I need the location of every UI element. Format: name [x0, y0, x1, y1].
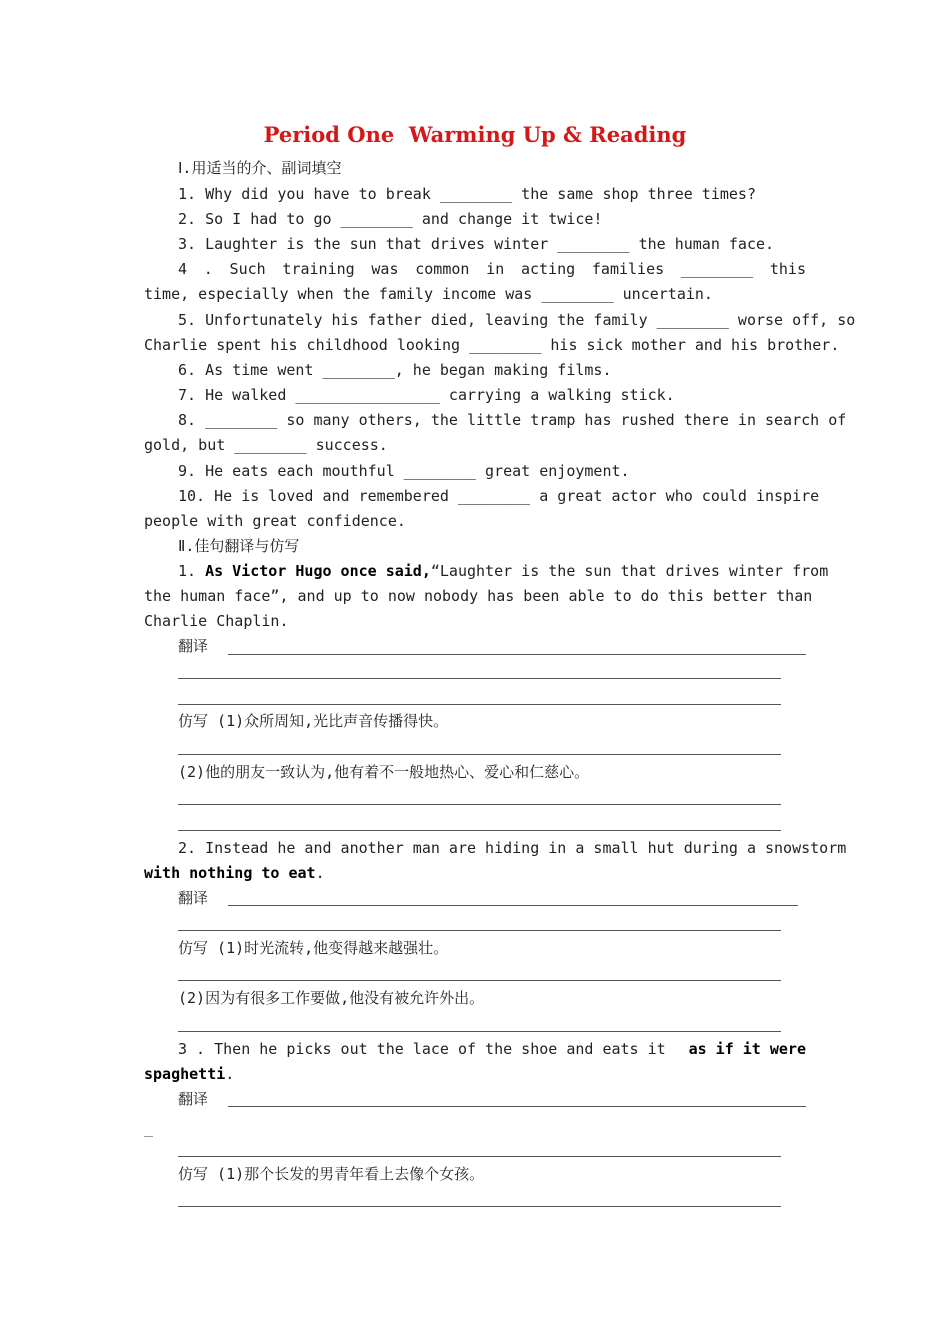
- sentence-3-line-2: [144, 1064, 806, 1084]
- sentence-3-text: 3 . Then he picks out the lace of the shoe and eats it: [178, 1040, 666, 1058]
- sentence-2-line-1: 2. Instead he and another man are hiding in a small hut during a snowstorm: [178, 839, 847, 857]
- sentence-1-quote: “Laughter is the sun that drives winter from: [430, 562, 829, 580]
- question-9: 9. He eats each mouthful ________ great enjoyment.: [178, 462, 630, 480]
- imitate-2-2: (2)因为有很多工作要做,他没有被允许外出。: [178, 989, 485, 1007]
- page-title: Period One Warming Up & Reading: [263, 122, 687, 147]
- period: .: [225, 1065, 235, 1083]
- imitate-prompt: (1)那个长发的男青年看上去像个女孩。: [217, 1165, 485, 1183]
- question-1: 1. Why did you have to break ________ the same shop three times?: [178, 185, 756, 203]
- question-2: 2. So I had to go ________ and change it twice!: [178, 210, 603, 228]
- imitate-3-1: [178, 1164, 806, 1184]
- question-10-line-2: people with great confidence.: [144, 512, 406, 530]
- imitate-prompt: (1)众所周知,光比声音传播得快。: [217, 712, 449, 730]
- sentence-1-number: 1.: [178, 562, 206, 580]
- question-8-line-2: gold, but ________ success.: [144, 436, 388, 454]
- section-1-heading: Ⅰ.用适当的介、副词填空: [178, 159, 342, 177]
- sentence-3-key-word: spaghetti: [144, 1065, 226, 1083]
- section-2-heading: Ⅱ.佳句翻译与仿写: [178, 537, 300, 555]
- question-4-line-2: time, especially when the family income was ________ uncertain.: [144, 285, 713, 303]
- imitate-label: 仿写: [178, 1165, 209, 1183]
- translate-label-1: 翻译: [178, 637, 209, 655]
- question-8-line-1: 8. ________ so many others, the little tramp has rushed there in search of: [178, 411, 847, 429]
- question-4-line-1: 4 . Such training was common in acting families ________ this: [178, 260, 806, 278]
- sentence-1-line-3: Charlie Chaplin.: [144, 612, 289, 630]
- answer-line[interactable]: [178, 804, 781, 805]
- sentence-1-key-phrase: As Victor Hugo once said,: [205, 562, 431, 580]
- question-3: 3. Laughter is the sun that drives winter ________ the human face.: [178, 235, 775, 253]
- answer-line[interactable]: [178, 1156, 781, 1157]
- imitate-2-1: [178, 938, 806, 958]
- question-6: 6. As time went ________, he began making films.: [178, 361, 612, 379]
- sentence-2-line-2: [144, 863, 806, 883]
- answer-line[interactable]: [228, 905, 798, 906]
- imitate-label: 仿写: [178, 712, 209, 730]
- answer-line[interactable]: [178, 704, 781, 705]
- answer-line[interactable]: [178, 754, 781, 755]
- sentence-3-key-phrase: as if it were: [688, 1040, 806, 1058]
- answer-line[interactable]: [178, 980, 781, 981]
- answer-line[interactable]: [228, 654, 806, 655]
- answer-line[interactable]: [178, 830, 781, 831]
- imitate-prompt: (1)时光流转,他变得越来越强壮。: [217, 939, 449, 957]
- translate-label-2: 翻译: [178, 889, 209, 907]
- sentence-1-line-1: [178, 561, 829, 581]
- sentence-2-key-phrase: with nothing to eat: [144, 864, 316, 882]
- imitate-1-2: (2)他的朋友一致认为,他有着不一般地热心、爱心和仁慈心。: [178, 763, 590, 781]
- question-7: 7. He walked ________________ carrying a walking stick.: [178, 386, 675, 404]
- answer-line[interactable]: [178, 930, 781, 931]
- question-10-line-1: 10. He is loved and remembered ________ a great actor who could inspire: [178, 487, 820, 505]
- question-5-line-1: 5. Unfortunately his father died, leaving the family ________ worse off, so: [178, 311, 856, 329]
- translate-label-3: 翻译: [178, 1090, 209, 1108]
- answer-line[interactable]: [228, 1106, 806, 1107]
- answer-line[interactable]: [178, 678, 781, 679]
- answer-line[interactable]: [178, 1031, 781, 1032]
- imitate-1-1: [178, 711, 806, 731]
- sentence-3-line-1: [178, 1039, 806, 1059]
- period: .: [315, 864, 325, 882]
- imitate-label: 仿写: [178, 939, 209, 957]
- question-5-line-2: Charlie spent his childhood looking ________ his sick mother and his brother.: [144, 336, 840, 354]
- sentence-1-line-2: the human face”, and up to now nobody has been able to do this better than: [144, 587, 813, 605]
- answer-line[interactable]: [178, 1206, 781, 1207]
- stray-underscore: _: [144, 1119, 154, 1137]
